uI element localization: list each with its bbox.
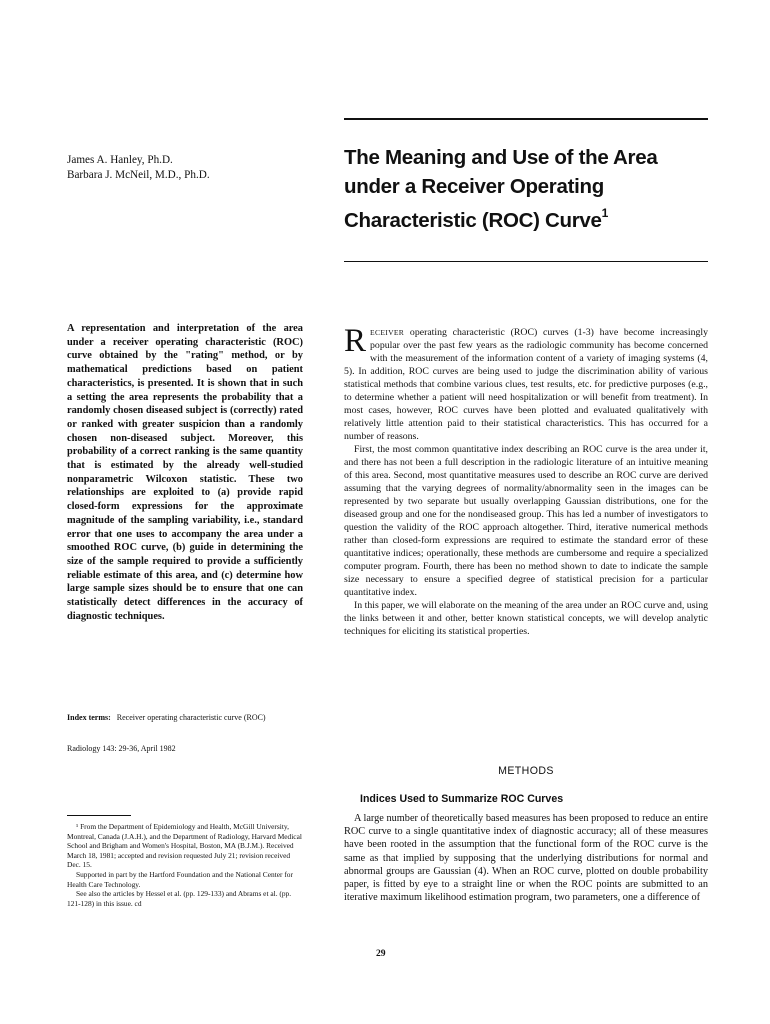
author-name: James A. Hanley, Ph.D. bbox=[67, 154, 173, 166]
index-terms-label: Index terms: bbox=[67, 713, 111, 722]
drop-cap: R bbox=[344, 323, 367, 359]
methods-paragraph: A large number of theoretically based measures has been proposed to reduce an entire ROC curve to a single quantitative index of diagnostic accuracy; all of these measures have been rooted in the assumption that the functional form of the ROC curve is the same as that implied by supposing that the underlying distributions for normal and abnormal groups are Gaussian (4). When an ROC curve, plotted on double probability paper, is fitted by eye to a straight line or when the ROC points are submitted to an iterative maximum likelihood estimation program, two parameters, one a difference of bbox=[344, 813, 708, 904]
footnote-affiliation: ¹ From the Department of Epidemiology and Health, McGill University, Montreal, Canada (J.A.H.), and the Department of Radiology, Harvard Medical School and Brigham and Women's Hospital, Boston, MA (B.J.M.). Received March 18, 1981; accepted and revision requested July 21; revision received Dec. 15. bbox=[67, 822, 302, 870]
footnote bbox=[67, 822, 303, 908]
page-number: 29 bbox=[376, 948, 386, 959]
abstract: A representation and interpretation of the area under a receiver operating characteristic (ROC) curve obtained by the "rating" method, or by mathematical predictions based on patient characteristics, is presented. It is shown that in such a setting the area represents the probability that a randomly chosen diseased subject is (correctly) rated or ranked with greater suspicion than a randomly chosen non-diseased subject. Moreover, this probability of a correct ranking is the same quantity that is estimated by the already well-studied nonparametric Wilcoxon statistic. These two relationships are exploited to (a) provide rapid closed-form expressions for the approximate magnitude of the sampling variability, i.e., standard error that one uses to accompany the area under a smoothed ROC curve, (b) guide in determining the size of the sample required to provide a sufficiently reliable estimate of this area, and (c) determine how large sample sizes should be to ensure that one can statistically detect differences in the accuracy of diagnostic techniques. bbox=[67, 323, 303, 622]
title-rule bbox=[344, 261, 708, 262]
footnote-support: Supported in part by the Hartford Foundation and the National Center for Health Care Technology. bbox=[67, 869, 293, 889]
title-line: under a Receiver Operating bbox=[344, 174, 604, 198]
author-name: Barbara J. McNeil, M.D., Ph.D. bbox=[67, 168, 210, 181]
index-terms-text: Receiver operating characteristic curve (ROC) bbox=[116, 713, 266, 722]
article-title bbox=[344, 144, 724, 236]
journal-citation: Radiology 143: 29-36, April 1982 bbox=[67, 744, 176, 753]
methods-body bbox=[344, 812, 708, 904]
index-terms bbox=[67, 712, 303, 723]
title-line: Characteristic (ROC) Curve$^1$ bbox=[344, 206, 609, 233]
top-rule bbox=[344, 118, 708, 120]
authors-block bbox=[67, 153, 210, 182]
introduction bbox=[344, 323, 708, 638]
footnote-rule bbox=[67, 815, 131, 816]
methods-heading: METHODS bbox=[498, 765, 554, 777]
footnote-see-also: See also the articles by Hessel et al. (pp. 129-133) and Abrams et al. (pp. 121-128) in this issue. cd bbox=[67, 889, 292, 908]
intro-paragraph bbox=[344, 323, 708, 443]
section-subheading: Indices Used to Summarize ROC Curves bbox=[360, 793, 564, 805]
intro-paragraph: In this paper, we will elaborate on the meaning of the area under an ROC curve and, using the links between it and other, better known statistical concepts, we will develop analytic techniques for eliciting its statistical properties. bbox=[344, 600, 708, 637]
intro-paragraph: First, the most common quantitative index describing an ROC curve is the area under it, and there has not been a full description in the radiologic literature of an intuitive meaning of this area. Second, most quantitative measures used to describe an ROC curve are derived assuming that the varying degrees of normality/abnormality seen in the images can be represented by two separate but usually overlapping Gaussian distributions, one for the diseased group and one for the nondiseased group. This has led a number of investigators to question the validity of the ROC approach altogether. Third, iterative numerical methods rather than closed-form expressions are required to estimate the standard error of these quantitative indices; operationally, these methods are cumbersome and require a specialized computer program. Fourth, there has been no method shown to date to indicate the sample size necessary to ensure a specified degree of statistical precision for a particular quantitative index. bbox=[344, 444, 708, 598]
title-footnote-marker: 1 bbox=[601, 206, 609, 221]
title-line: The Meaning and Use of the Area bbox=[344, 146, 658, 169]
intro-small-caps: ECEIVER bbox=[370, 328, 405, 337]
intro-paragraph-text: operating characteristic (ROC) curves (1-3) have become increasingly popular over the past few years as the radiologic community has become concerned with the measurement of the information content of a variety of imaging systems (4, 5). In addition, ROC curves are being used to judge the discrimination ability of various statistical methods that combine various clues, test results, etc. for predictive purposes (e.g., to determine whether a patient will need hospitalization or will benefit from treatment). In most cases, however, ROC curves have been plotted and evaluated qualitatively with relatively little attention paid to their statistical characteristics. This has occurred for a number of reasons. bbox=[344, 327, 708, 442]
